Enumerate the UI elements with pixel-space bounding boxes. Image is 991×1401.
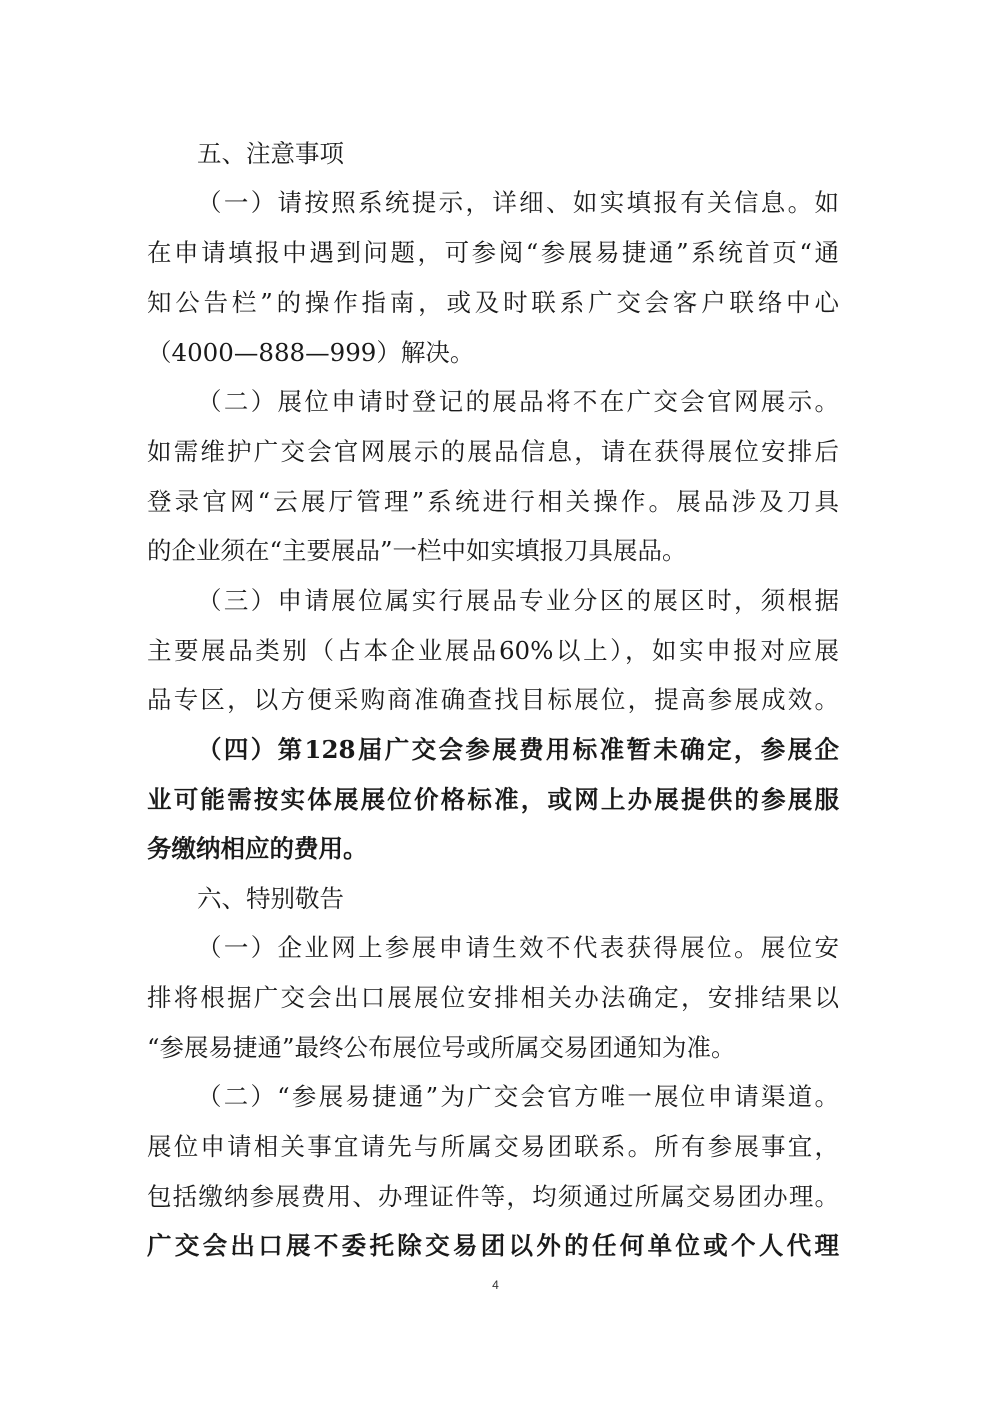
paragraph-line: （三）申请展位属实行展品专业分区的展区时，须根据	[197, 586, 839, 615]
paragraph-line: （一）请按照系统提示，详细、如实填报有关信息。如	[197, 188, 839, 217]
paragraph-line: 知公告栏”的操作指南，或及时联系广交会客户联络中心	[147, 288, 839, 317]
paragraph-line: （二）展位申请时登记的展品将不在广交会官网展示。	[197, 387, 839, 416]
paragraph-line: “参展易捷通”最终公布展位号或所属交易团通知为准。	[147, 1033, 736, 1062]
page-number: 4	[492, 1278, 499, 1292]
bold-paragraph-line: （四）第128届广交会参展费用标准暂未确定，参展企	[197, 735, 839, 764]
paragraph-line: （一）企业网上参展申请生效不代表获得展位。展位安	[197, 933, 839, 962]
paragraph-line: （二）“参展易捷通”为广交会官方唯一展位申请渠道。	[197, 1082, 839, 1111]
bold-paragraph-line: 广交会出口展不委托除交易团以外的任何单位或个人代理	[147, 1231, 839, 1260]
paragraph-line: 的企业须在“主要展品”一栏中如实填报刀具展品。	[147, 536, 687, 565]
bold-paragraph-line: 务缴纳相应的费用。	[147, 834, 368, 863]
paragraph-line: 品专区，以方便采购商准确查找目标展位，提高参展成效。	[147, 685, 839, 714]
section-heading-5: 五、注意事项	[197, 139, 344, 168]
section-heading-6: 六、特别敬告	[197, 884, 344, 913]
bold-paragraph-line: 业可能需按实体展展位价格标准，或网上办展提供的参展服	[147, 785, 839, 814]
paragraph-line: 登录官网“云展厅管理”系统进行相关操作。展品涉及刀具	[147, 487, 839, 516]
paragraph-line: 如需维护广交会官网展示的展品信息，请在获得展位安排后	[147, 437, 839, 466]
paragraph-line: 展位申请相关事宜请先与所属交易团联系。所有参展事宜，	[147, 1132, 839, 1161]
paragraph-line: 排将根据广交会出口展展位安排相关办法确定，安排结果以	[147, 983, 839, 1012]
paragraph-line: （4000—888—999）解决。	[147, 338, 475, 367]
paragraph-line: 包括缴纳参展费用、办理证件等，均须通过所属交易团办理。	[147, 1182, 839, 1211]
paragraph-line: 在申请填报中遇到问题，可参阅“参展易捷通”系统首页“通	[147, 238, 839, 267]
paragraph-line: 主要展品类别（占本企业展品60%以上），如实申报对应展	[147, 636, 839, 665]
